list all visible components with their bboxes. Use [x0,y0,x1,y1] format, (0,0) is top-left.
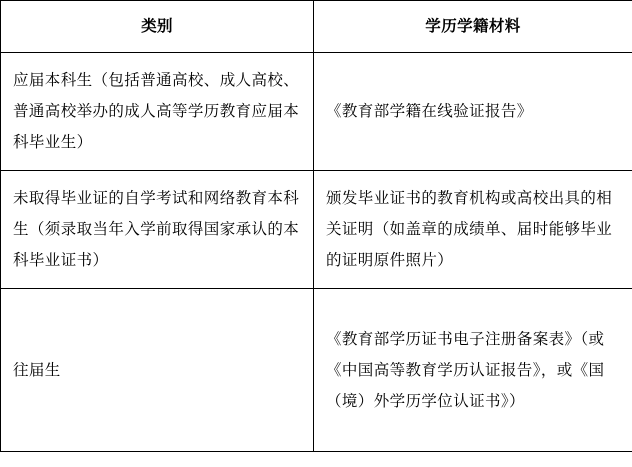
row-1-material-cell [314,53,632,171]
row-2-category-cell [1,171,314,289]
table-row [1,53,632,171]
table-header-row [1,1,632,53]
table-header-material [314,1,632,53]
row-2-category-text: 未取得毕业证的自学考试和网络教育本科生（须录取当年入学前取得国家承认的本科毕业证书） [13,190,300,269]
table-row [1,289,632,452]
table-row [1,171,632,289]
row-1-material-text: 《教育部学籍在线验证报告》 [326,103,533,120]
row-3-category-text: 往届生 [13,361,61,379]
table-header-material-label: 学历学籍材料 [425,18,521,35]
row-2-material-text: 颁发毕业证书的教育机构或高校出具的相关证明（如盖章的成绩单、届时能够毕业的证明原件照片） [326,190,613,269]
row-3-material-cell [314,289,632,452]
row-3-material-text: 《教育部学历证书电子注册备案表》（或《中国高等教育学历认证报告》，或《国（境）外学历学位认证书》） [326,330,605,410]
row-3-category-cell [1,289,314,452]
row-1-category-cell [1,53,314,171]
table-header-category [1,1,314,53]
row-2-material-cell [314,171,632,289]
table-header-category-label: 类别 [141,18,173,35]
row-1-category-text: 应届本科生（包括普通高校、成人高校、普通高校举办的成人高等学历教育应届本科毕业生） [13,72,300,151]
